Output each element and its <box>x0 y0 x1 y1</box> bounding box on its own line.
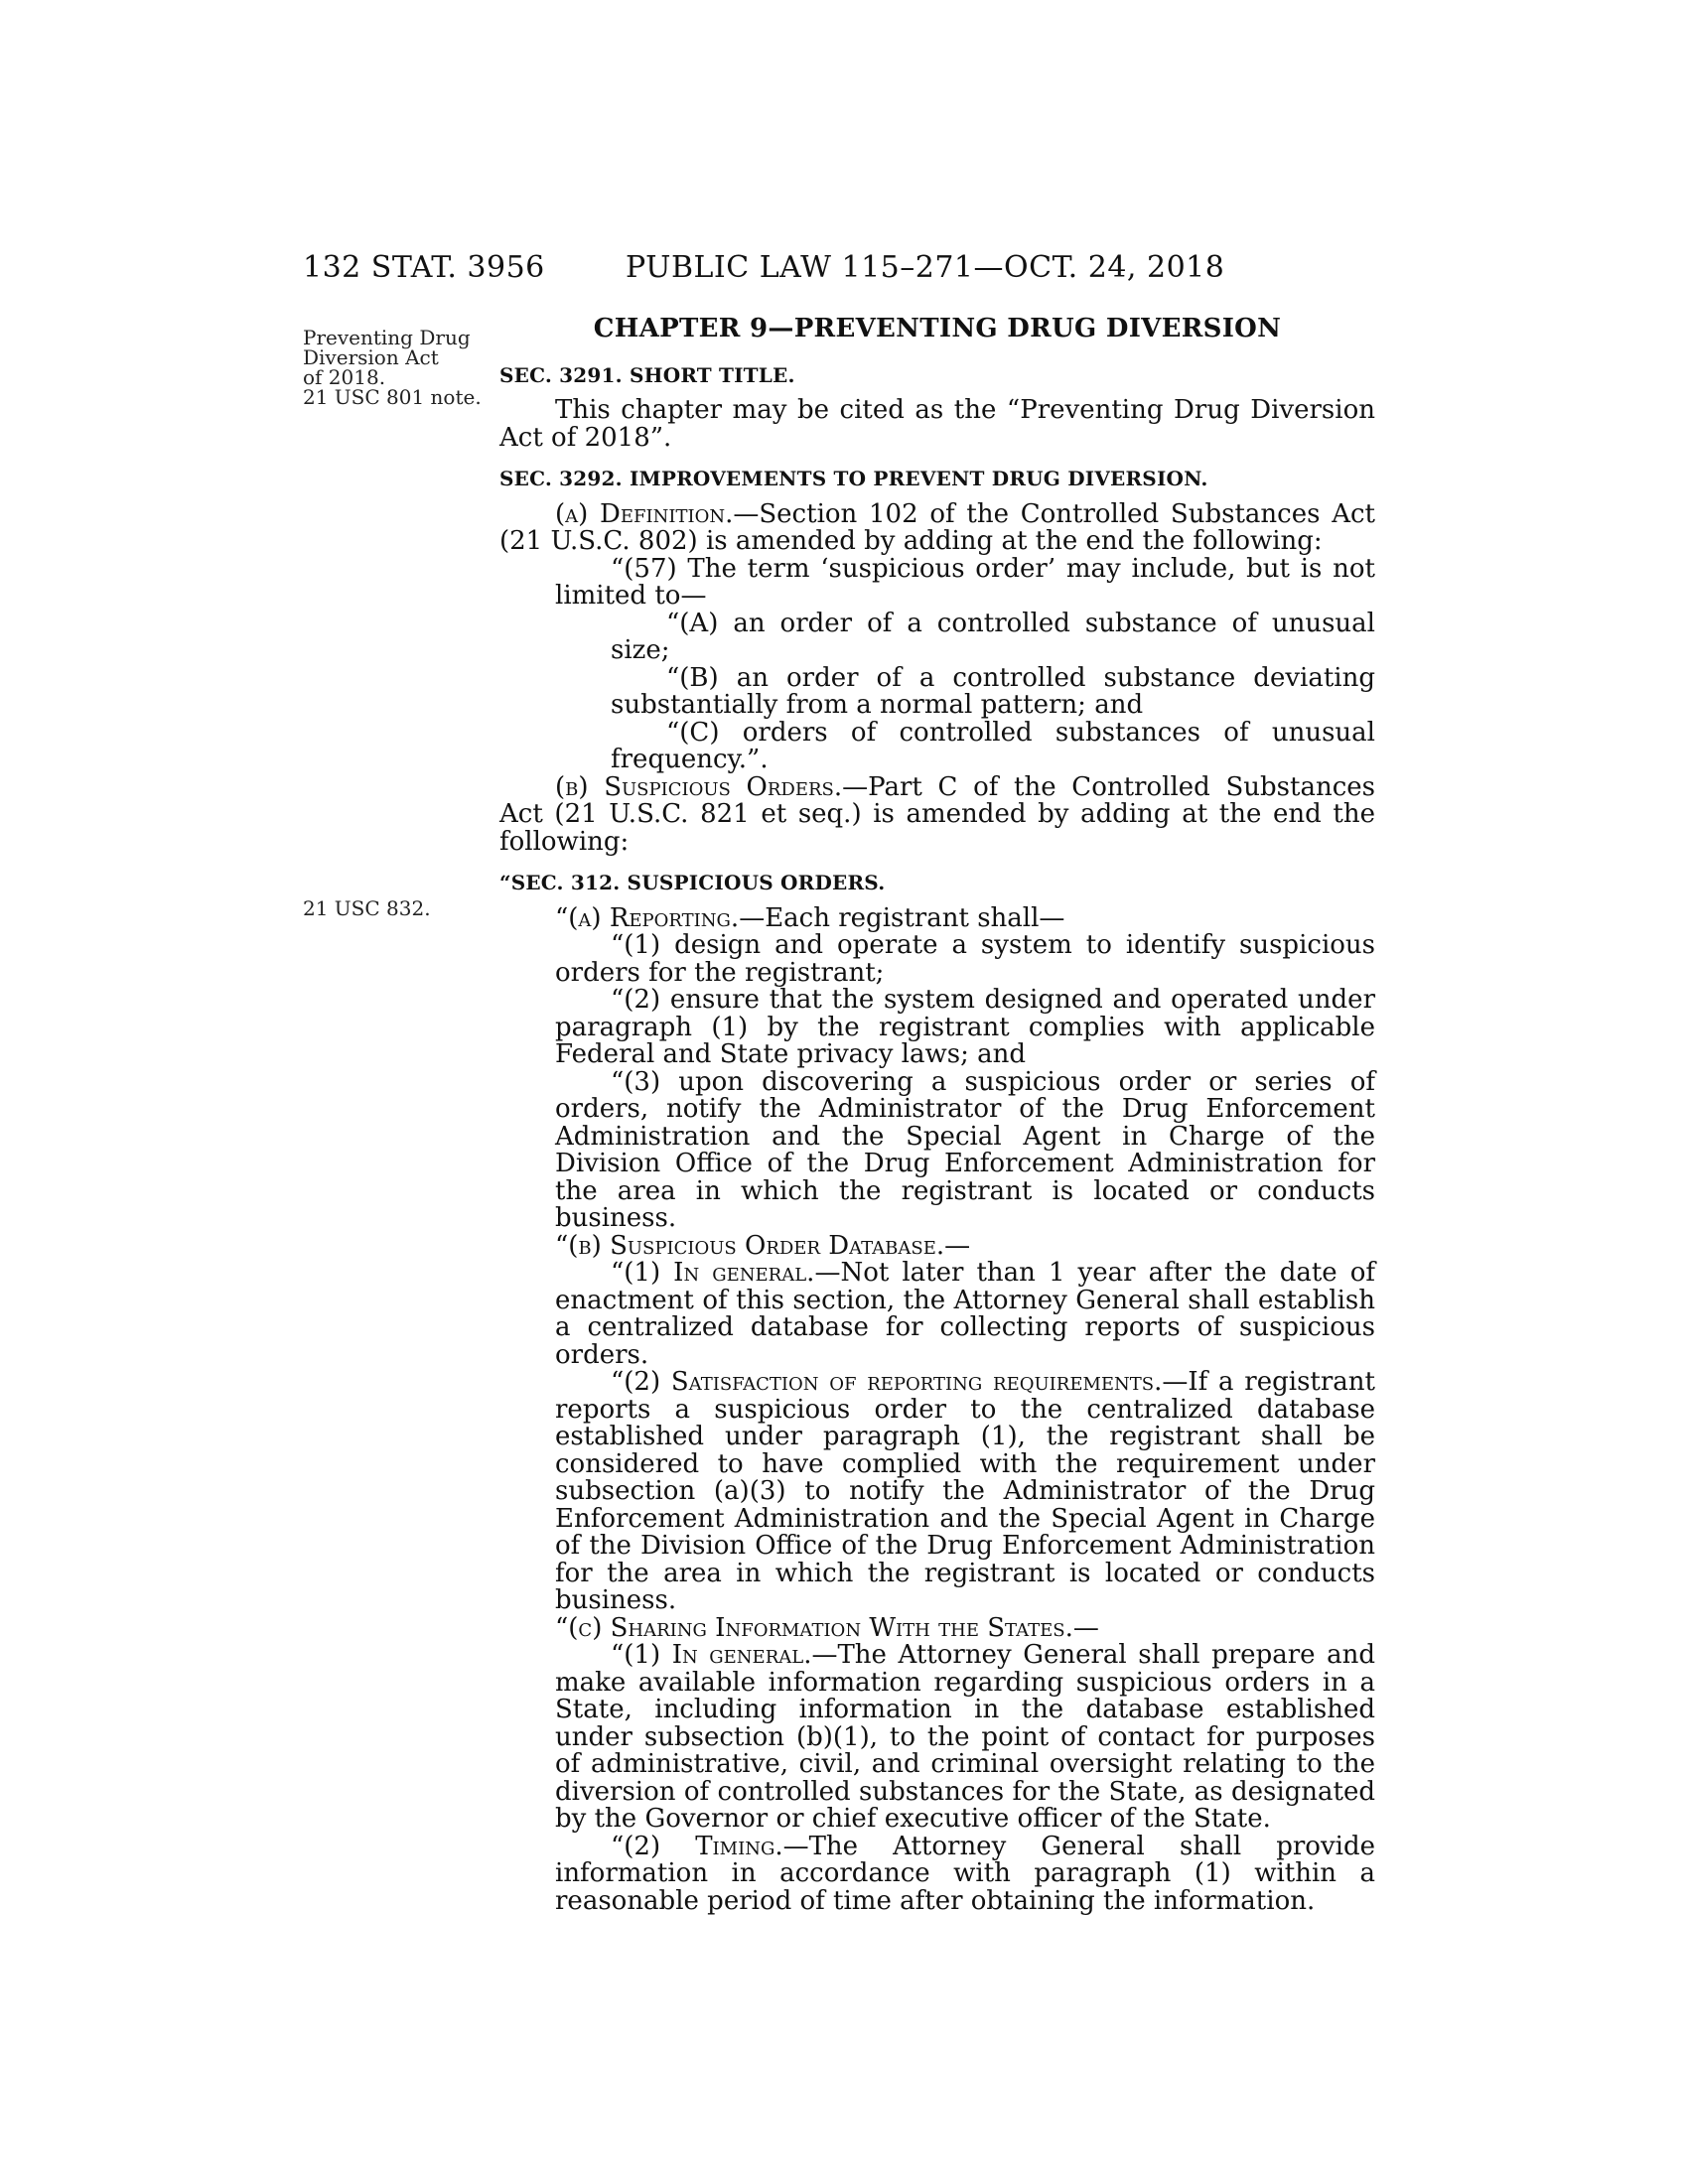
s312-c <box>499 1612 1375 1643</box>
s312-b2-label: “(2) Satisfaction of reporting requirements. <box>611 1367 1163 1397</box>
s312-c-label: “(c) Sharing Information With the States. <box>555 1612 1073 1643</box>
public-law-citation: PUBLIC LAW 115–271—OCT. 24, 2018 <box>626 250 1225 285</box>
section-heading-3291: SEC. 3291. SHORT TITLE. <box>499 362 795 387</box>
subsection-b-text: —Part C of the Controlled Substances Act (21 U.S.C. 821 et seq.) is amended by adding at the end the following: <box>499 771 1375 857</box>
s312-a-label: “(a) Reporting. <box>555 902 740 933</box>
running-head <box>303 250 1296 290</box>
s312-b1-text: —Not later than 1 year after the date of enactment of this section, the Attorney General shall establish a centralized database for collecting reports of suspicious orders. <box>555 1258 1375 1370</box>
s312-a-text: —Each registrant shall— <box>739 902 1065 933</box>
s312-b2 <box>499 1369 1375 1615</box>
s312-a <box>499 902 1375 933</box>
paragraph-57-A: “(A) an order of a controlled substance of unusual size; <box>611 608 1375 665</box>
paragraph-57-B: “(B) an order of a controlled substance deviating substantially from a normal pattern; and <box>611 662 1375 720</box>
section-heading-3292: SEC. 3292. IMPROVEMENTS TO PREVENT DRUG DIVERSION. <box>499 467 1208 490</box>
subsection-b <box>499 771 1375 857</box>
s312-c2-label: “(2) Timing. <box>611 1831 783 1861</box>
subsection-a-label: (a) Definition. <box>555 498 734 529</box>
margin-note-line: of 2018. <box>303 365 386 389</box>
chapter-heading: CHAPTER 9—PREVENTING DRUG DIVERSION <box>593 314 1282 343</box>
s312-c2 <box>499 1831 1375 1916</box>
s312-a1: “(1) design and operate a system to identify suspicious orders for the registrant; <box>555 930 1375 988</box>
margin-note-usc-832: 21 USC 832. <box>303 896 431 920</box>
s312-c1 <box>499 1642 1375 1834</box>
margin-note-line: 21 USC 801 note. <box>303 385 482 409</box>
margin-note-line: Diversion Act <box>303 345 439 369</box>
s312-b <box>499 1230 1375 1261</box>
margin-note-line: Preventing Drug <box>303 326 471 349</box>
s312-a3: “(3) upon discovering a suspicious order or series of orders, notify the Administrator of the Drug Enforcement Administration and the Special Agent in Charge of the Division Office of the Drug Enforcement Administration for the area in which the registrant is located or conducts business. <box>555 1066 1375 1233</box>
s312-b1 <box>499 1260 1375 1369</box>
s312-b1-label: “(1) In general. <box>611 1258 815 1288</box>
paragraph-57-C: “(C) orders of controlled substances of unusual frequency.”. <box>611 717 1375 774</box>
statute-body <box>499 316 1375 1915</box>
subsection-a <box>499 498 1375 556</box>
s312-a2: “(2) ensure that the system designed and operated under paragraph (1) by the registrant complies with applicable Federal and State privacy laws; and <box>555 985 1375 1069</box>
s312-b2-text: —If a registrant reports a suspicious order to the centralized database established under paragraph (1), the registrant shall be considered to have complied with the requirement under subsection (a)(3) to notify the Administrator of the Drug Enforcement Administration and the Special Agent in Charge of the Division Office of the Drug Enforcement Administration for the area in which the registrant is located or conducts business. <box>555 1367 1375 1615</box>
section-heading-312: “SEC. 312. SUSPICIOUS ORDERS. <box>499 871 886 894</box>
s312-c-dash: — <box>1072 1612 1099 1643</box>
short-title-text: This chapter may be cited as the “Preventing Drug Diversion Act of 2018”. <box>499 395 1375 453</box>
s312-b-label: “(b) Suspicious Order Database. <box>555 1230 945 1261</box>
subsection-b-label: (b) Suspicious Orders. <box>555 771 843 802</box>
subsection-a-text: —Section 102 of the Controlled Substances Act (21 U.S.C. 802) is amended by adding at the end the following: <box>499 498 1375 556</box>
paragraph-57: “(57) The term ‘suspicious order’ may include, but is not limited to— <box>555 553 1375 611</box>
s312-b-dash: — <box>944 1230 971 1261</box>
s312-c2-text: —The Attorney General shall provide information in accordance with paragraph (1) within a reasonable period of time after obtaining the information. <box>555 1831 1375 1916</box>
margin-note-short-title <box>303 328 482 407</box>
s312-c1-text: —The Attorney General shall prepare and make available information regarding suspicious orders in a State, including information in the database established under subsection (b)(1), to the point of contact for purposes of administrative, civil, and criminal oversight relating to the diversion of controlled substances for the State, as designated by the Governor or chief executive officer of the State. <box>555 1640 1375 1834</box>
stat-citation: 132 STAT. 3956 <box>303 250 545 285</box>
s312-c1-label: “(1) In general. <box>611 1640 812 1670</box>
